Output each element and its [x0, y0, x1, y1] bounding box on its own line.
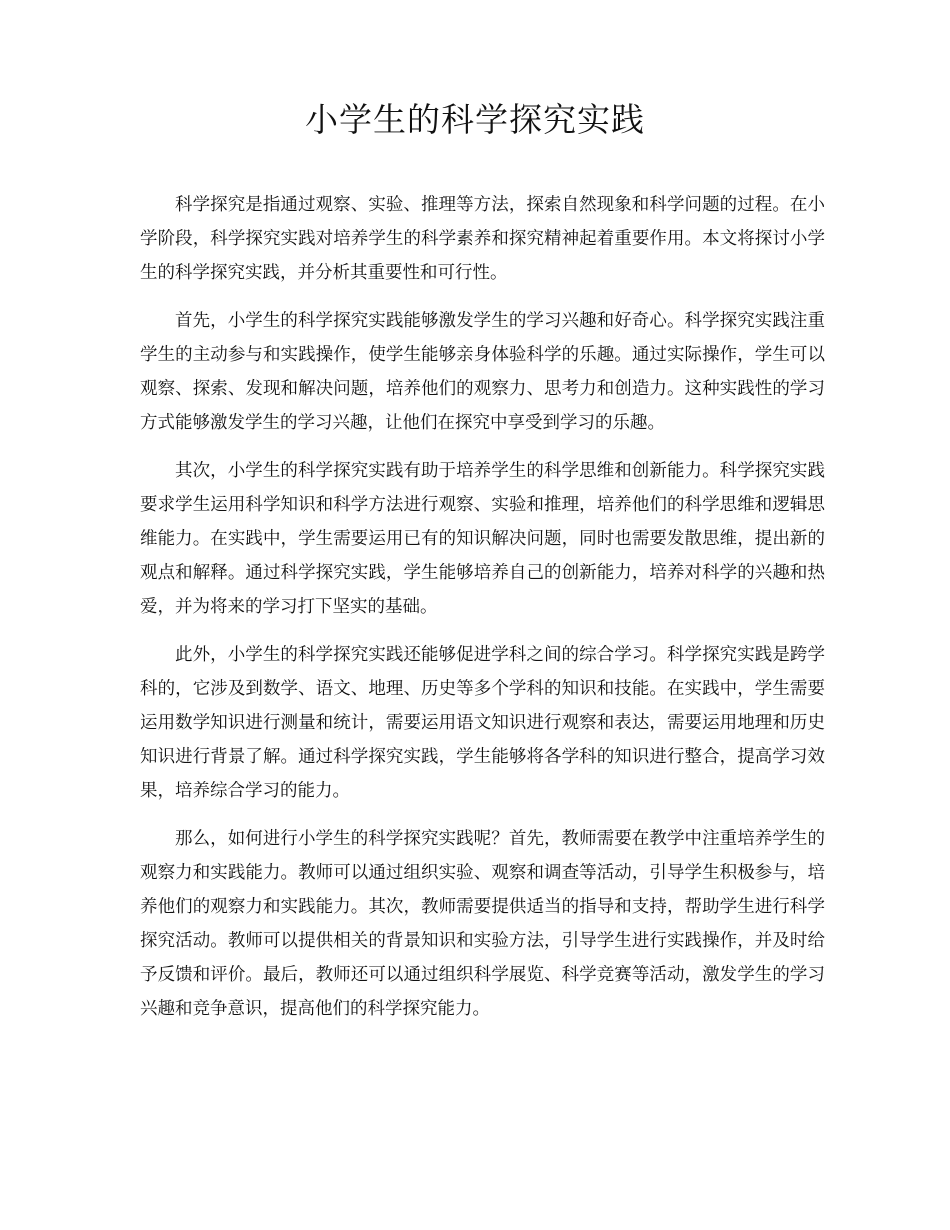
paragraph: 科学探究是指通过观察、实验、推理等方法，探索自然现象和科学问题的过程。在小学阶段，科学探究实践对培养学生的科学素养和探究精神起着重要作用。本文将探讨小学生的科学探究实践，并分析其重要性和可行性。 [140, 195, 825, 283]
paragraph: 其次，小学生的科学探究实践有助于培养学生的科学思维和创新能力。科学探究实践要求学生运用科学知识和科学方法进行观察、实验和推理，培养他们的科学思维和逻辑思维能力。在实践中，学生需要运用已有的知识解决问题，同时也需要发散思维，提出新的观点和解释。通过科学探究实践，学生能够培养自己的创新能力，培养对科学的兴趣和热爱，并为将来的学习打下坚实的基础。 [140, 461, 825, 617]
paragraph: 首先，小学生的科学探究实践能够激发学生的学习兴趣和好奇心。科学探究实践注重学生的主动参与和实践操作，使学生能够亲身体验科学的乐趣。通过实际操作，学生可以观察、探索、发现和解决问题，培养他们的观察力、思考力和创造力。这种实践性的学习方式能够激发学生的学习兴趣，让他们在探究中享受到学习的乐趣。 [140, 311, 825, 433]
document-body [140, 188, 825, 1040]
paragraph: 那么，如何进行小学生的科学探究实践呢？首先，教师需要在教学中注重培养学生的观察力和实践能力。教师可以通过组织实验、观察和调查等活动，引导学生积极参与，培养他们的观察力和实践能力。其次，教师需要提供适当的指导和支持，帮助学生进行科学探究活动。教师可以提供相关的背景知识和实验方法，引导学生进行实践操作，并及时给予反馈和评价。最后，教师还可以通过组织科学展览、科学竞赛等活动，激发学生的学习兴趣和竞争意识，提高他们的科学探究能力。 [140, 829, 825, 1019]
document-title: 小学生的科学探究实践 [305, 100, 645, 139]
paragraph: 此外，小学生的科学探究实践还能够促进学科之间的综合学习。科学探究实践是跨学科的，它涉及到数学、语文、地理、历史等多个学科的知识和技能。在实践中，学生需要运用数学知识进行测量和统计，需要运用语文知识进行观察和表达，需要运用地理和历史知识进行背景了解。通过科学探究实践，学生能够将各学科的知识进行整合，提高学习效果，培养综合学习的能力。 [140, 645, 825, 801]
